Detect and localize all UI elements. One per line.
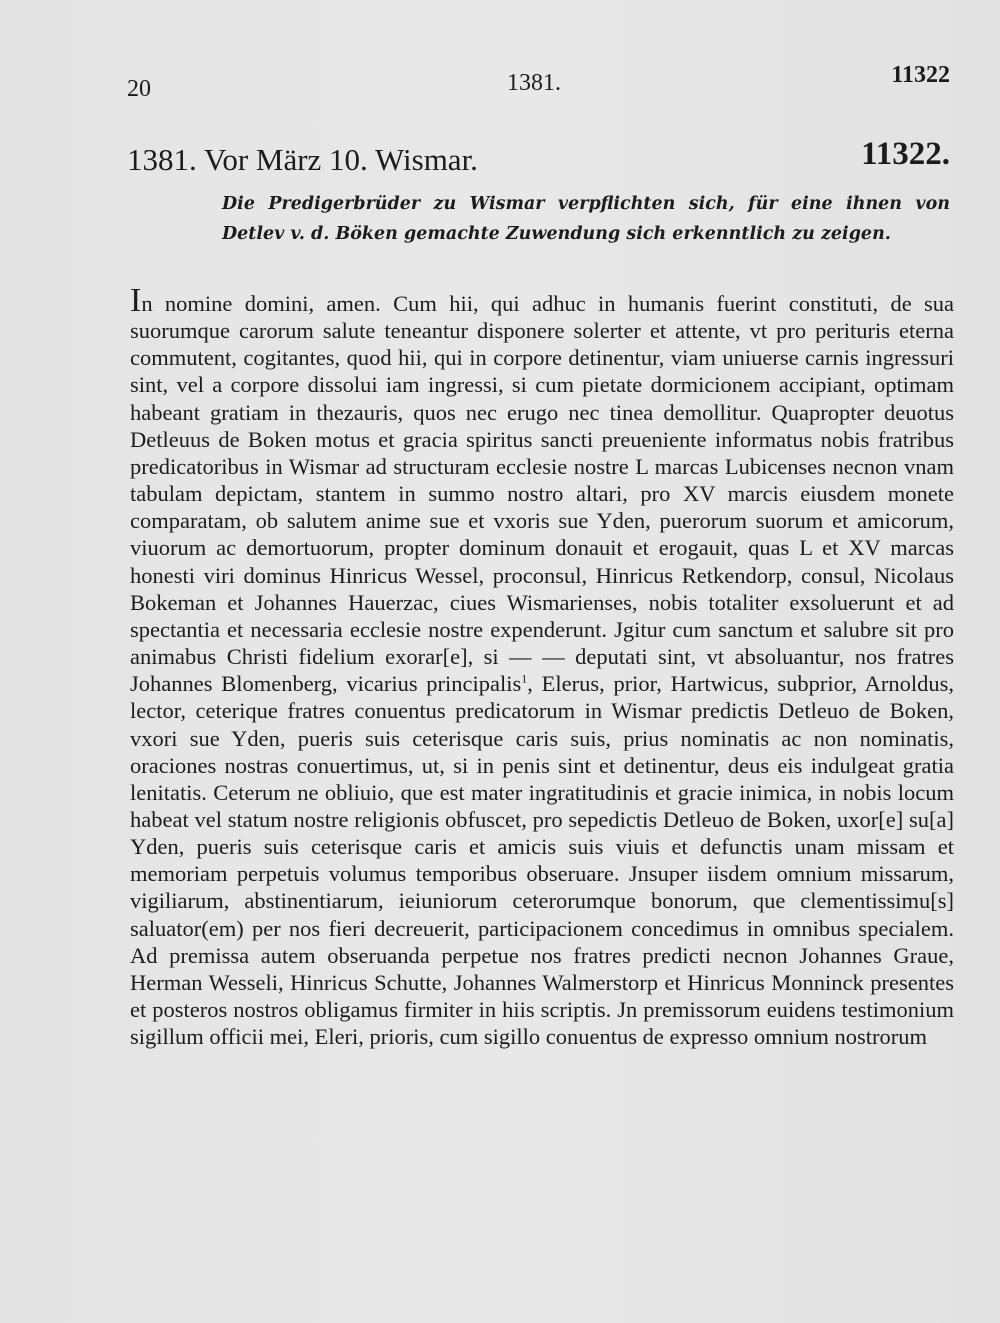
body-text-part-1: n nomine domini, amen. Cum hii, qui adhuc in humanis fuerint constituti, de sua suorumque carorum salute teneantur disponere solerter et attente, vt pro perituris eterna commutent, cogitantes, quod hii, qui in corpore detinentur, viam uniuerse carnis ingressuri sint, vel a corpore dissolui iam ingressi, si cum pietate dormicionem accipiant, optimam habeant gratiam in thezauris, quos nec erugo nec tinea demollitur. Quapropter deuotus Detleuus de Boken motus et gracia spiritus sancti preueniente informatus nobis fratribus predicatoribus in Wismar ad structuram ecclesie nostre L marcas Lubicenses necnon vnam tabulam depictam, stantem in summo nostro altari, pro XV marcis eiusdem monete comparatam, ob salutem anime sue et vxoris sue Yden, puerorum suorum et amicorum, viuorum ac demortuorum, propter dominum donauit et erogauit, quas L et XV marcas honesti viri dominus Hinricus Wessel, proconsul, Hinricus Retkendorp, consul, Nicolaus Bokeman et Johannes Hauerzac, ciues Wismarienses, nobis totaliter exsoluerunt et ad spectantia et necessaria ecclesie nostre expenderunt. Jgitur cum sanctum et salubre sit pro animabus Christi fidelium exorar[e], si — — deputati sint, vt absoluantur, nos fratres Johannes Blomenberg, vicarius principalis bbox=[130, 291, 954, 697]
regest-summary: Die Predigerbrüder zu Wismar verpflichten sich, für eine ihnen von Detlev v. d. Böken gemachte Zuwendung sich erkenntlich zu zeigen. bbox=[222, 194, 950, 244]
document-body-text bbox=[130, 282, 954, 1050]
document-number: 11322. bbox=[861, 136, 950, 172]
body-text-part-2: , Elerus, prior, Hartwicus, subprior, Arnoldus, lector, ceterique fratres conuentus predicatorum in Wismar predictis Detleuo de Boken, vxori sue Yden, pueris suis ceterisque caris suis, prius nominatis ac non nominatis, oraciones nostras conuertimus, ut, si in penis sint et detinentur, deus eis indulgeat gratia lenitatis. Ceterum ne obliuio, que est mater ingratitudinis et gracie inimica, in nobis locum habeat vel statum nostre religionis obfuscet, pro sepedictis Detleuo de Boken, uxor[e] su[a] Yden, pueris suis ceterisque caris et amicis suis viuis et defunctis unam missam et memoriam perpetuis volumus temporibus obseruare. Jnsuper iisdem omnium missarum, vigiliarum, abstinentiarum, ieiuniorum ceterorumque bonorum, que clementissimu[s] saluator(em) per nos fieri decreuerit, participacionem concedimus in omnibus specialem. Ad premissa autem obseruanda perpetue nos fratres predicti necnon Johannes Graue, Herman Wesseli, Hinricus Schutte, Johannes Walmerstorp et Hinricus Monninck presentes et posteros nostros obligamus firmiter in hiis scriptis. Jn premissorum euidens testimonium sigillum officii mei, Eleri, prioris, cum sigillo conuentus de expresso omnium nostrorum bbox=[130, 671, 954, 1050]
document-date-place: 1381. Vor März 10. Wismar. bbox=[127, 142, 478, 177]
initial-letter: I bbox=[130, 282, 142, 319]
running-head-document-number: 11322 bbox=[891, 62, 950, 88]
running-head-year: 1381. bbox=[507, 70, 561, 96]
document-header bbox=[127, 136, 950, 182]
footnote-reference: 1 bbox=[521, 671, 528, 686]
running-head bbox=[127, 62, 950, 102]
page-number: 20 bbox=[127, 76, 151, 102]
